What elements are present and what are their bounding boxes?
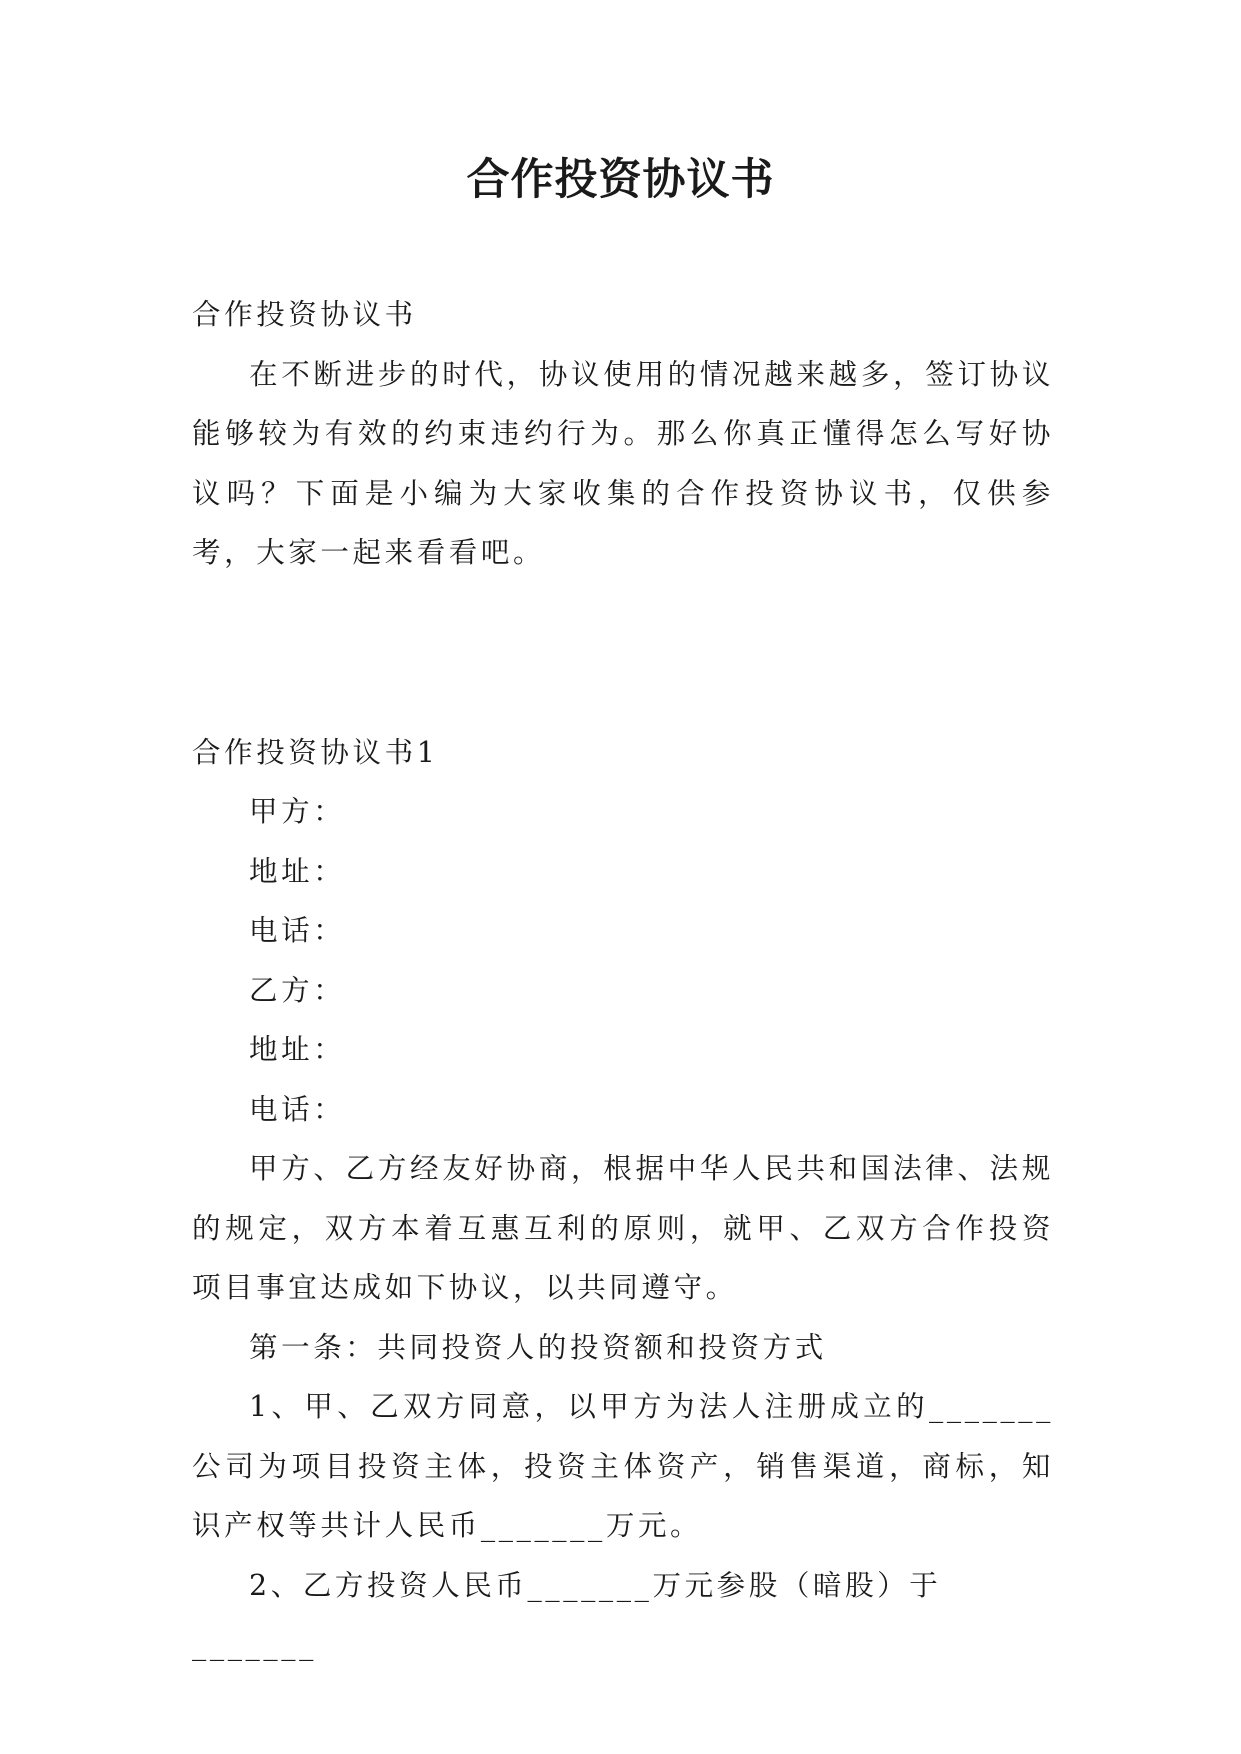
document-title: 合作投资协议书: [466, 155, 775, 205]
intro-paragraph: 在不断进步的时代，协议使用的情况越来越多，签订协议能够较为有效的约束违约行为。那么你真正懂得怎么写好协议吗？下面是小编为大家收集的合作投资协议书，仅供参考，大家一起来看看吧。: [192, 357, 1054, 569]
preamble-paragraph: 甲方、乙方经友好协商，根据中华人民共和国法律、法规的规定，双方本着互惠互利的原则，就甲、乙双方合作投资项目事宜达成如下协议，以共同遵守。: [192, 1152, 1054, 1304]
document-subtitle: 合作投资协议书: [192, 298, 417, 331]
clause-1-paragraph: 1、甲、乙双方同意，以甲方为法人注册成立的_______公司为项目投资主体，投资主体资产，销售渠道，商标，知识产权等共计人民币_______万元。: [192, 1390, 1054, 1542]
article-1-title: 第一条：共同投资人的投资额和投资方式: [249, 1330, 827, 1364]
party-b-label: 乙方：: [249, 973, 346, 1007]
document-body: [192, 285, 1054, 1675]
party-a-phone-label: 电话：: [249, 914, 346, 947]
party-b-address-label: 地址：: [249, 1033, 346, 1066]
section-spacer: [192, 583, 1054, 723]
party-a-label: 甲方：: [249, 795, 346, 828]
section-heading: 合作投资协议书1: [192, 735, 439, 769]
party-b-phone-label: 电话：: [249, 1092, 346, 1126]
party-a-address-label: 地址：: [249, 854, 346, 888]
clause-2-paragraph: 2、乙方投资人民币_______万元参股（暗股）于_______: [192, 1568, 942, 1661]
